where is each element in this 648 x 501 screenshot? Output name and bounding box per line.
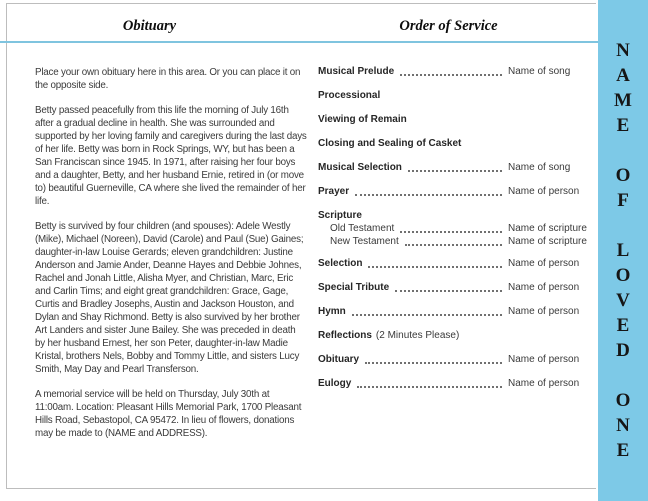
service-item-note: (2 Minutes Please): [375, 330, 460, 341]
service-item-prayer: [318, 186, 596, 198]
name-sidebar: [598, 0, 648, 501]
dotted-leader: [352, 314, 502, 316]
sidebar-letter: N: [616, 40, 630, 61]
dotted-leader: [357, 386, 502, 388]
service-item-value: Name of person: [508, 378, 580, 389]
sidebar-letter: M: [614, 90, 632, 111]
header-divider-rule: [0, 41, 598, 43]
service-item-value: Name of person: [508, 186, 580, 197]
service-item-label: Eulogy: [318, 378, 352, 389]
service-item-label: Scripture: [318, 210, 362, 221]
obituary-column: [35, 66, 307, 452]
service-item-eulogy: [318, 378, 596, 390]
sidebar-letter: E: [616, 115, 630, 136]
service-item-scripture: [318, 210, 596, 222]
service-item-label: Selection: [318, 258, 363, 269]
program-content: [35, 66, 596, 452]
service-item-value: Name of scripture: [508, 223, 587, 234]
sidebar-letter: N: [616, 415, 630, 436]
sidebar-letter: E: [616, 440, 630, 461]
order-of-service-column: [318, 66, 596, 452]
service-item-label: Reflections: [318, 330, 372, 341]
service-item-new-testament: [330, 236, 596, 248]
service-item-label: Processional: [318, 90, 381, 101]
dotted-leader: [405, 244, 502, 246]
dotted-leader: [408, 170, 502, 172]
service-item-old-testament: [330, 223, 596, 235]
order-of-service-page-title: Order of Service: [399, 18, 498, 34]
service-item-label: Closing and Sealing of Casket: [318, 138, 462, 149]
service-item-label: Musical Selection: [318, 162, 402, 173]
service-item-hymn: [318, 306, 596, 318]
sidebar-letter: O: [615, 265, 631, 286]
service-item-value: Name of person: [508, 258, 580, 269]
service-item-label: Hymn: [318, 306, 346, 317]
sidebar-letter: D: [616, 340, 630, 361]
service-item-value: Name of person: [508, 306, 580, 317]
service-item-value: Name of person: [508, 282, 580, 293]
sidebar-letter: O: [615, 165, 631, 186]
service-item-closing-casket: [318, 138, 596, 150]
service-item-musical-prelude: [318, 66, 596, 78]
obituary-paragraph-survivors: Betty is survived by four children (and spouses): Adele Westly (Mike), Michael (Noreen), David (Carole) and Paul (Sue) Gaines; daughter-in-law Louise Gerards; eleven grandchildren: Justine Anderson and Jamie Ander, Deanne Hayes and Debbie Johnes, Rachel and Jonah Little, Alisha Myer, and Christian, Marc, Eric and Carlin Tims; and eight great grandchildren: Grace, Gage, Curtis and Bradley Josephs, Austin and Jackson Houston, and Dylan and Shay Richmond. Betty is also survived by her brother Art Landers and sister June Bailey. She was preceded in death by her husband Ernest, her son Peter, daughter-in-law Madie Kristal, brothers Nels, Bobby and Tommy Little, and sisters Lucy Smith, May Day and Pearl Transferson.: [35, 221, 304, 375]
service-item-selection: [318, 258, 596, 270]
sidebar-letter: V: [616, 290, 630, 311]
service-item-processional: [318, 90, 596, 102]
sidebar-letter: F: [617, 190, 629, 211]
page-headers: [0, 18, 598, 35]
obituary-paragraph-service-info: A memorial service will be held on Thursday, July 30th at 11:00am. Location: Pleasant Hills Memorial Park, 1700 Pleasant Hills Road, Sebastopol, CA 95472. In lieu of flowers, donations may be made to (NAME and ADDRESS).: [35, 389, 302, 439]
sidebar-letter: O: [615, 390, 631, 411]
dotted-leader: [355, 194, 502, 196]
service-item-label: Musical Prelude: [318, 66, 395, 77]
obituary-paragraph-life: Betty passed peacefully from this life the morning of July 16th after a gradual decline in health. She was surrounded and supported by her loving family and caregivers during the last days of her life. Betty was born in Rock Springs, WY, but has been a San Franciscan since 1945. In 1971, after raising her four boys and a daughter, Betty, and her husband Ernie, retired in (or move to) beautiful Guerneville, CA where she lived the remainder of her life.: [35, 105, 307, 207]
obituary-placeholder-paragraph: Place your own obituary here in this area. Or you can place it on the opposite side.: [35, 67, 301, 91]
service-item-reflections: [318, 330, 596, 342]
sidebar-letter: A: [616, 65, 630, 86]
service-item-value: Name of scripture: [508, 236, 587, 247]
obituary-page-title: Obituary: [122, 18, 177, 34]
sidebar-letter: L: [616, 240, 630, 261]
service-item-label: Obituary: [318, 354, 360, 365]
dotted-leader: [368, 266, 502, 268]
sidebar-letter: E: [616, 315, 630, 336]
service-item-label: Viewing of Remain: [318, 114, 407, 125]
dotted-leader: [400, 231, 502, 233]
service-item-viewing-of-remain: [318, 114, 596, 126]
dotted-leader: [365, 362, 502, 364]
dotted-leader: [400, 74, 502, 76]
service-item-special-tribute: [318, 282, 596, 294]
service-item-value: Name of song: [508, 162, 571, 173]
service-item-label: Old Testament: [330, 223, 395, 234]
service-item-obituary: [318, 354, 596, 366]
service-item-label: Special Tribute: [318, 282, 390, 293]
dotted-leader: [395, 290, 502, 292]
service-item-musical-selection: [318, 162, 596, 174]
service-item-label: Prayer: [318, 186, 350, 197]
service-item-label: New Testament: [330, 236, 399, 247]
service-item-value: Name of song: [508, 66, 571, 77]
service-item-value: Name of person: [508, 354, 580, 365]
